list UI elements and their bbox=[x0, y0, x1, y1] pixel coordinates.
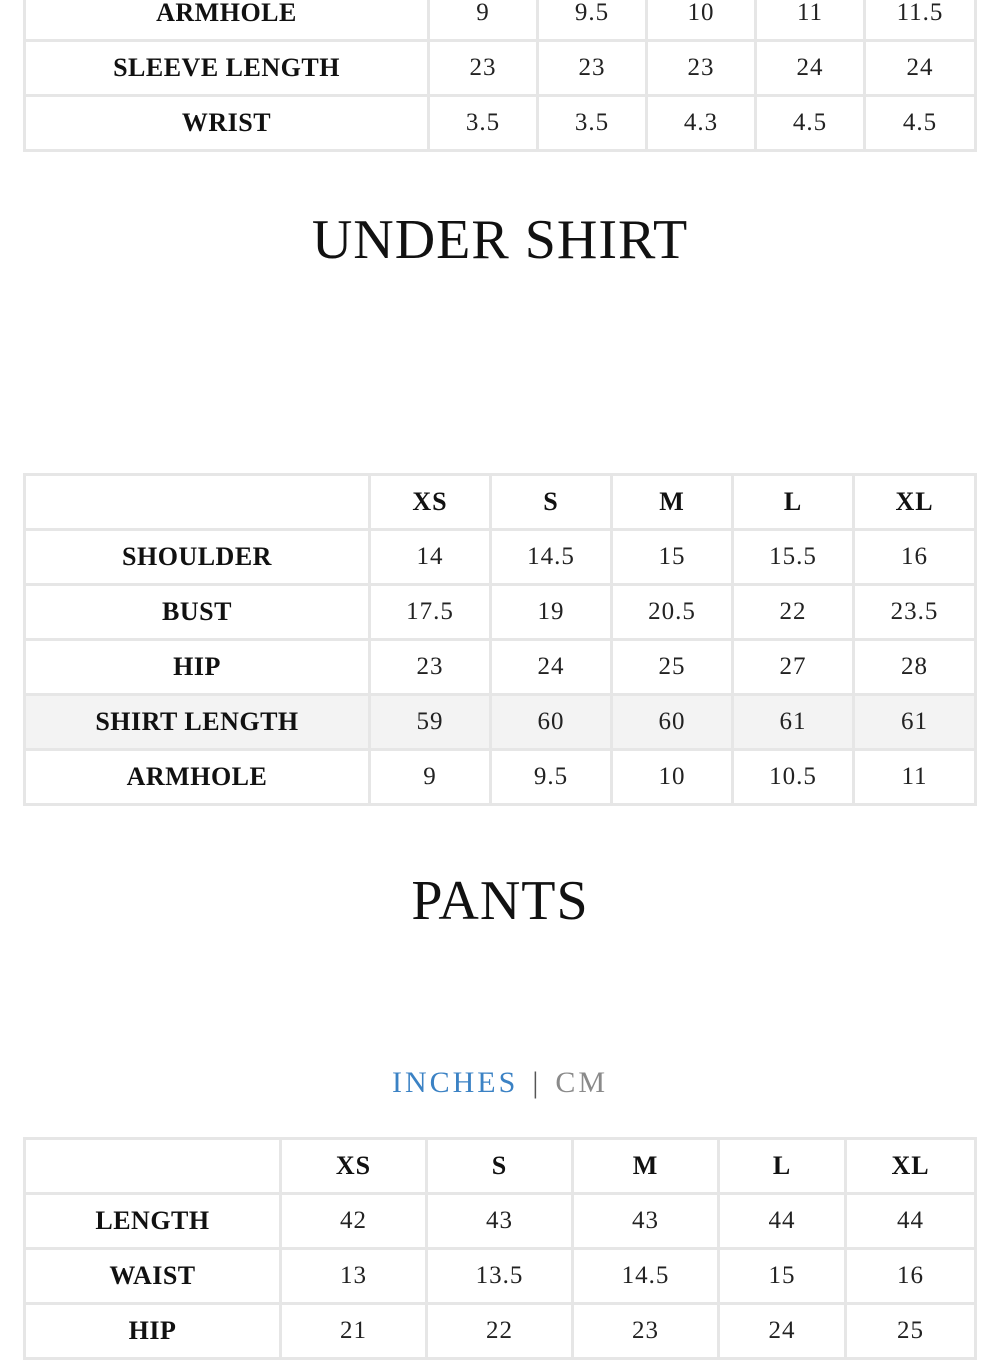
size-header-l: L bbox=[719, 1139, 846, 1194]
table-cell: 16 bbox=[854, 530, 976, 585]
row-label-bust: BUST bbox=[25, 585, 370, 640]
table-cell: 23 bbox=[429, 41, 538, 96]
table-cell: 9.5 bbox=[491, 750, 612, 805]
pants-title: PANTS bbox=[411, 870, 589, 932]
row-label-shoulder: SHOULDER bbox=[25, 530, 370, 585]
size-header-xl: XL bbox=[846, 1139, 976, 1194]
table-cell: 15 bbox=[719, 1249, 846, 1304]
table-cell: 10 bbox=[647, 0, 756, 41]
header-empty-cell bbox=[25, 1139, 281, 1194]
table-row bbox=[25, 0, 976, 41]
row-label-sleeve-length: SLEEVE LENGTH bbox=[25, 41, 429, 96]
table-cell: 24 bbox=[865, 41, 976, 96]
table-cell: 14 bbox=[370, 530, 491, 585]
table-cell: 4.5 bbox=[865, 96, 976, 151]
table-cell: 61 bbox=[733, 695, 854, 750]
table-cell: 22 bbox=[733, 585, 854, 640]
table-cell: 13.5 bbox=[427, 1249, 573, 1304]
table-cell: 21 bbox=[281, 1304, 427, 1359]
table-header-row bbox=[25, 475, 976, 530]
table-cell: 59 bbox=[370, 695, 491, 750]
table-cell: 19 bbox=[491, 585, 612, 640]
table-cell: 24 bbox=[491, 640, 612, 695]
row-label-length: LENGTH bbox=[25, 1194, 281, 1249]
table-cell: 23 bbox=[573, 1304, 719, 1359]
row-label-hip: HIP bbox=[25, 640, 370, 695]
table-cell: 44 bbox=[846, 1194, 976, 1249]
table-header-row bbox=[25, 1139, 976, 1194]
row-label-waist: WAIST bbox=[25, 1249, 281, 1304]
table-cell: 25 bbox=[846, 1304, 976, 1359]
size-header-s: S bbox=[427, 1139, 573, 1194]
table-cell: 16 bbox=[846, 1249, 976, 1304]
unit-inches-link[interactable]: INCHES bbox=[391, 1066, 519, 1099]
table-cell: 9 bbox=[429, 0, 538, 41]
row-label-armhole: ARMHOLE bbox=[25, 750, 370, 805]
table-cell: 9 bbox=[370, 750, 491, 805]
unit-separator: | bbox=[532, 1066, 542, 1099]
table-cell: 28 bbox=[854, 640, 976, 695]
table-cell: 4.3 bbox=[647, 96, 756, 151]
table-cell: 43 bbox=[573, 1194, 719, 1249]
table-row bbox=[25, 585, 976, 640]
unit-toggle bbox=[0, 1066, 1000, 1100]
table-cell: 11 bbox=[854, 750, 976, 805]
table-row bbox=[25, 640, 976, 695]
table-row bbox=[25, 1194, 976, 1249]
table-cell: 43 bbox=[427, 1194, 573, 1249]
table-cell: 27 bbox=[733, 640, 854, 695]
table-cell: 10.5 bbox=[733, 750, 854, 805]
table-cell: 13 bbox=[281, 1249, 427, 1304]
table-cell: 23.5 bbox=[854, 585, 976, 640]
table-row bbox=[25, 1304, 976, 1359]
table-cell: 9.5 bbox=[538, 0, 647, 41]
row-label-armhole: ARMHOLE bbox=[25, 0, 429, 41]
table-row bbox=[25, 1249, 976, 1304]
row-label-hip: HIP bbox=[25, 1304, 281, 1359]
size-header-s: S bbox=[491, 475, 612, 530]
table-cell: 61 bbox=[854, 695, 976, 750]
table-cell: 22 bbox=[427, 1304, 573, 1359]
table-row bbox=[25, 96, 976, 151]
pants-size-table bbox=[23, 1137, 977, 1360]
table-cell: 15 bbox=[612, 530, 733, 585]
table-cell: 4.5 bbox=[756, 96, 865, 151]
table-cell: 11 bbox=[756, 0, 865, 41]
table-cell: 17.5 bbox=[370, 585, 491, 640]
size-header-m: M bbox=[612, 475, 733, 530]
size-header-xs: XS bbox=[370, 475, 491, 530]
table-cell: 42 bbox=[281, 1194, 427, 1249]
table-cell: 25 bbox=[612, 640, 733, 695]
unit-cm-link[interactable]: CM bbox=[555, 1066, 609, 1099]
table-cell: 3.5 bbox=[429, 96, 538, 151]
table-cell: 23 bbox=[647, 41, 756, 96]
size-header-l: L bbox=[733, 475, 854, 530]
table-cell: 15.5 bbox=[733, 530, 854, 585]
table-cell: 20.5 bbox=[612, 585, 733, 640]
shirt-size-table bbox=[23, 0, 977, 152]
table-row bbox=[25, 695, 976, 750]
table-cell: 60 bbox=[612, 695, 733, 750]
table-cell: 60 bbox=[491, 695, 612, 750]
size-header-xl: XL bbox=[854, 475, 976, 530]
under-shirt-title: UNDER SHIRT bbox=[311, 209, 689, 271]
table-row bbox=[25, 530, 976, 585]
row-label-wrist: WRIST bbox=[25, 96, 429, 151]
table-cell: 11.5 bbox=[865, 0, 976, 41]
size-header-xs: XS bbox=[281, 1139, 427, 1194]
table-cell: 24 bbox=[756, 41, 865, 96]
table-cell: 44 bbox=[719, 1194, 846, 1249]
header-empty-cell bbox=[25, 475, 370, 530]
row-label-shirt-length: SHIRT LENGTH bbox=[25, 695, 370, 750]
table-cell: 10 bbox=[612, 750, 733, 805]
size-header-m: M bbox=[573, 1139, 719, 1194]
table-cell: 23 bbox=[370, 640, 491, 695]
table-row bbox=[25, 750, 976, 805]
table-cell: 24 bbox=[719, 1304, 846, 1359]
under-shirt-size-table bbox=[23, 473, 977, 806]
table-cell: 14.5 bbox=[573, 1249, 719, 1304]
table-cell: 14.5 bbox=[491, 530, 612, 585]
table-cell: 3.5 bbox=[538, 96, 647, 151]
table-row bbox=[25, 41, 976, 96]
table-cell: 23 bbox=[538, 41, 647, 96]
